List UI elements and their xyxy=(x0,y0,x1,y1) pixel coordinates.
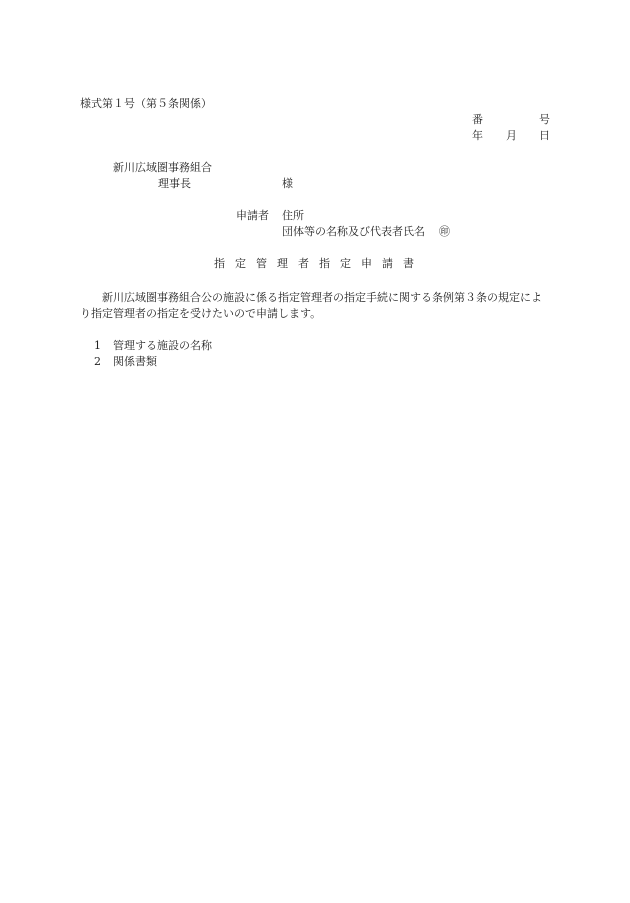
item-label-1: 管理する施設の名称 xyxy=(113,339,212,352)
applicant-address-label: 住所 xyxy=(282,209,304,222)
addressee-organization: 新川広域圏事務組合 xyxy=(113,161,212,174)
date-day: 日 xyxy=(539,129,550,142)
addressee-title: 理事長 xyxy=(158,177,191,190)
item-label-2: 関係書類 xyxy=(113,355,157,368)
item-number-1: 1 xyxy=(94,339,101,352)
item-number-2: 2 xyxy=(94,355,101,368)
applicant-label: 申請者 xyxy=(236,209,269,222)
addressee-honorific: 様 xyxy=(282,177,293,190)
body-paragraph: 新川広域圏事務組合公の施設に係る指定管理者の指定手続に関する条例第３条の規定により指定管理者の指定を受けたいので申請します。 xyxy=(80,291,542,320)
form-label: 様式第１号（第５条関係） xyxy=(80,97,212,110)
number-label-right: 号 xyxy=(539,113,550,126)
document-title: 指定管理者指定申請書 xyxy=(214,257,424,270)
seal-mark: ㊞ xyxy=(439,225,450,238)
date-year: 年 xyxy=(472,129,483,142)
number-label-left: 番 xyxy=(472,113,483,126)
applicant-name-label: 団体等の名称及び代表者氏名 xyxy=(282,225,425,238)
date-month: 月 xyxy=(506,129,517,142)
